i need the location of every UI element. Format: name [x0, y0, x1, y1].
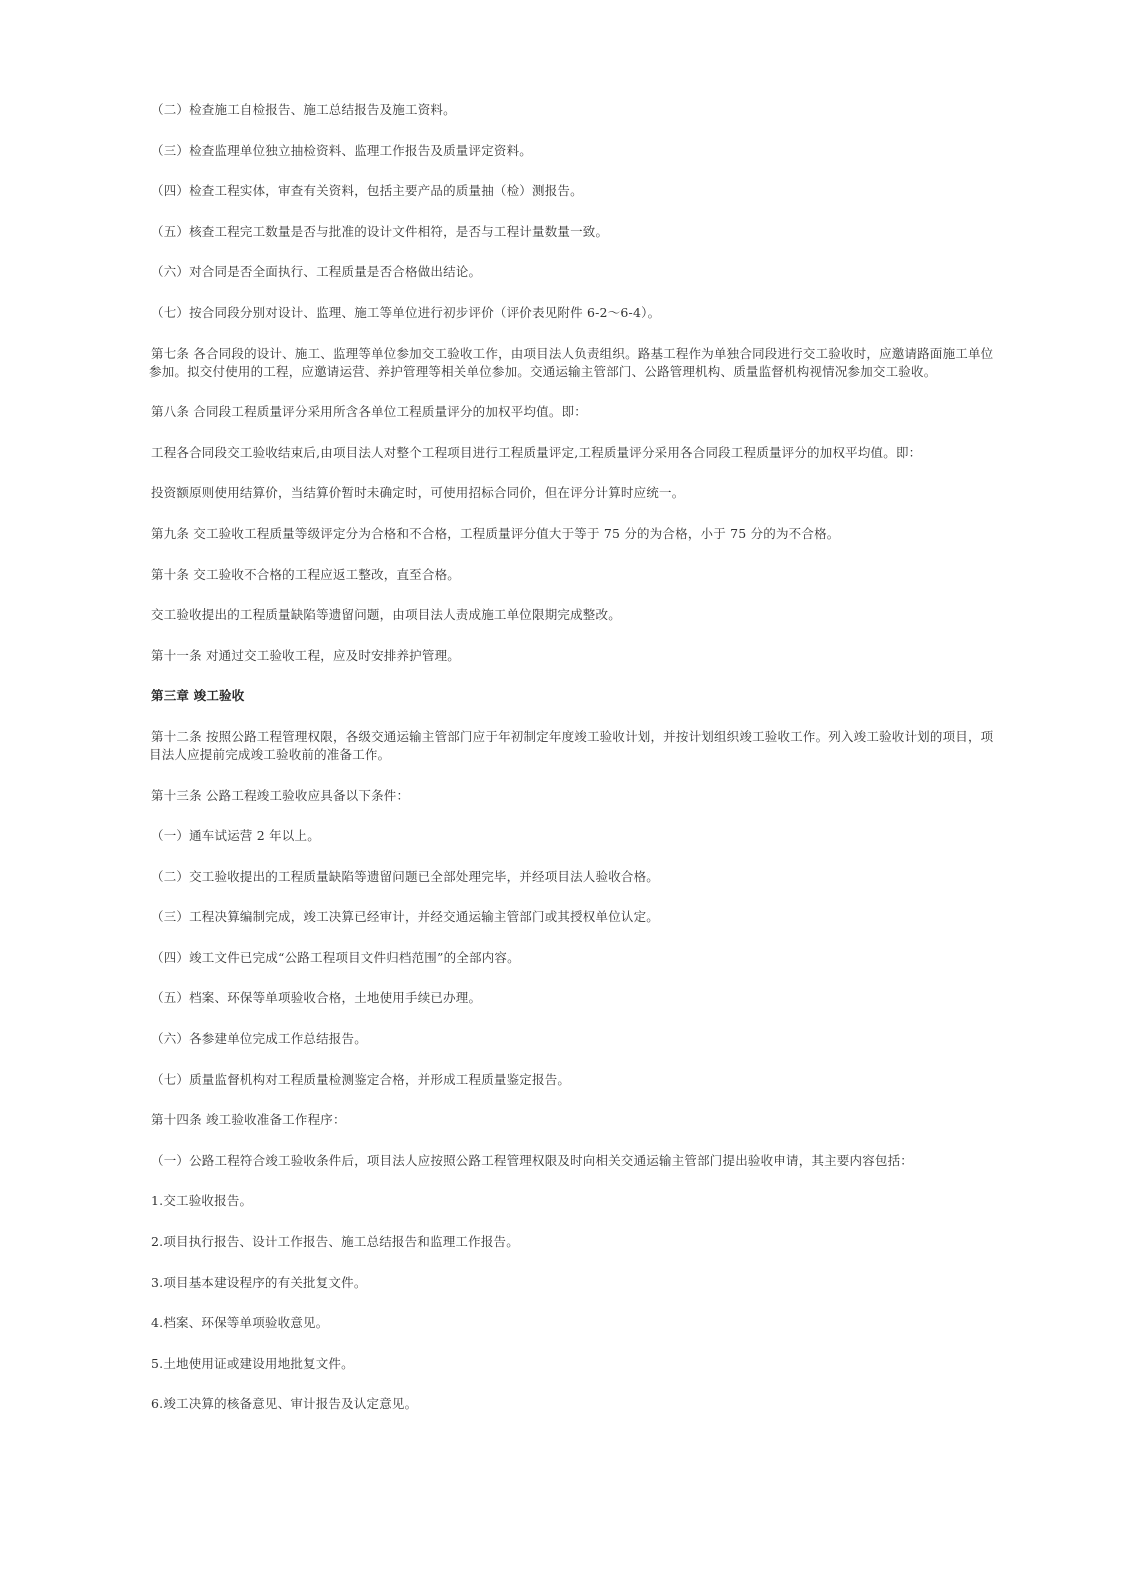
paragraph: （二）检查施工自检报告、施工总结报告及施工资料。	[151, 102, 456, 117]
paragraph: （七）按合同段分别对设计、监理、施工等单位进行初步评价（评价表见附件 6-2～6-4）。	[151, 304, 661, 320]
paragraph: （三）工程决算编制完成，竣工决算已经审计，并经交通运输主管部门或其授权单位认定。	[151, 909, 660, 925]
paragraph: 第十三条 公路工程竣工验收应具备以下条件：	[151, 787, 410, 803]
paragraph: （五）核查工程完工数量是否与批准的设计文件相符，是否与工程计量数量一致。	[151, 223, 609, 239]
paragraph: 2.项目执行报告、设计工作报告、施工总结报告和监理工作报告。	[151, 1234, 519, 1250]
paragraph: 工程各合同段交工验收结束后,由项目法人对整个工程项目进行工程质量评定,工程质量评分采用各合同段工程质量评分的加权平均值。即：	[151, 444, 922, 460]
paragraph: （三）检查监理单位独立抽检资料、监理工作报告及质量评定资料。	[151, 142, 533, 158]
paragraph: 交工验收提出的工程质量缺陷等遗留问题，由项目法人责成施工单位限期完成整改。	[151, 607, 621, 623]
paragraph: 第十四条 竣工验收准备工作程序：	[151, 1112, 346, 1128]
paragraph: 1.交工验收报告。	[151, 1193, 253, 1209]
paragraph: （六）对合同是否全面执行、工程质量是否合格做出结论。	[151, 264, 482, 280]
paragraph: 投资额原则使用结算价，当结算价暂时未确定时，可使用招标合同价，但在评分计算时应统一。	[151, 485, 685, 501]
paragraph: 第七条 各合同段的设计、施工、监理等单位参加交工验收工作，由项目法人负责组织。路基工程作为单独合同段进行交工验收时，应邀请路面施工单位参加。拟交付使用的工程，应邀请运营、养护管理等相关单位参加。交通运输主管部门、公路管理机构、质量监督机构视情况参加交工验收。	[149, 345, 994, 379]
paragraph: 6.竣工决算的核备意见、审计报告及认定意见。	[151, 1396, 418, 1412]
paragraph: （六）各参建单位完成工作总结报告。	[151, 1031, 367, 1047]
paragraph: （五）档案、环保等单项验收合格，土地使用手续已办理。	[151, 990, 482, 1006]
chapter-heading: 第三章 竣工验收	[151, 688, 245, 704]
paragraph: （四）竣工文件已完成“公路工程项目文件归档范围”的全部内容。	[151, 949, 520, 965]
paragraph: （四）检查工程实体，审查有关资料，包括主要产品的质量抽（检）测报告。	[151, 183, 583, 199]
paragraph: （一）公路工程符合竣工验收条件后，项目法人应按照公路工程管理权限及时向相关交通运输主管部门提出验收申请，其主要内容包括：	[151, 1152, 914, 1168]
paragraph: 第十条 交工验收不合格的工程应返工整改，直至合格。	[151, 566, 460, 582]
paragraph: 第九条 交工验收工程质量等级评定分为合格和不合格，工程质量评分值大于等于 75 分的为合格，小于 75 分的为不合格。	[151, 525, 840, 541]
paragraph: （七）质量监督机构对工程质量检测鉴定合格，并形成工程质量鉴定报告。	[151, 1071, 571, 1087]
paragraph: （一）通车试运营 2 年以上。	[151, 828, 320, 844]
paragraph: 5.土地使用证或建设用地批复文件。	[151, 1355, 354, 1371]
paragraph: 4.档案、环保等单项验收意见。	[151, 1315, 329, 1331]
paragraph: （二）交工验收提出的工程质量缺陷等遗留问题已全部处理完毕，并经项目法人验收合格。	[151, 868, 660, 884]
paragraph: 第十一条 对通过交工验收工程，应及时安排养护管理。	[151, 647, 460, 663]
paragraph: 第八条 合同段工程质量评分采用所含各单位工程质量评分的加权平均值。即：	[151, 404, 587, 420]
paragraph: 第十二条 按照公路工程管理权限，各级交通运输主管部门应于年初制定年度竣工验收计划，并按计划组织竣工验收工作。列入竣工验收计划的项目，项目法人应提前完成竣工验收前的准备工作。	[149, 728, 994, 762]
document-body	[149, 101, 997, 1436]
paragraph: 3.项目基本建设程序的有关批复文件。	[151, 1274, 367, 1290]
